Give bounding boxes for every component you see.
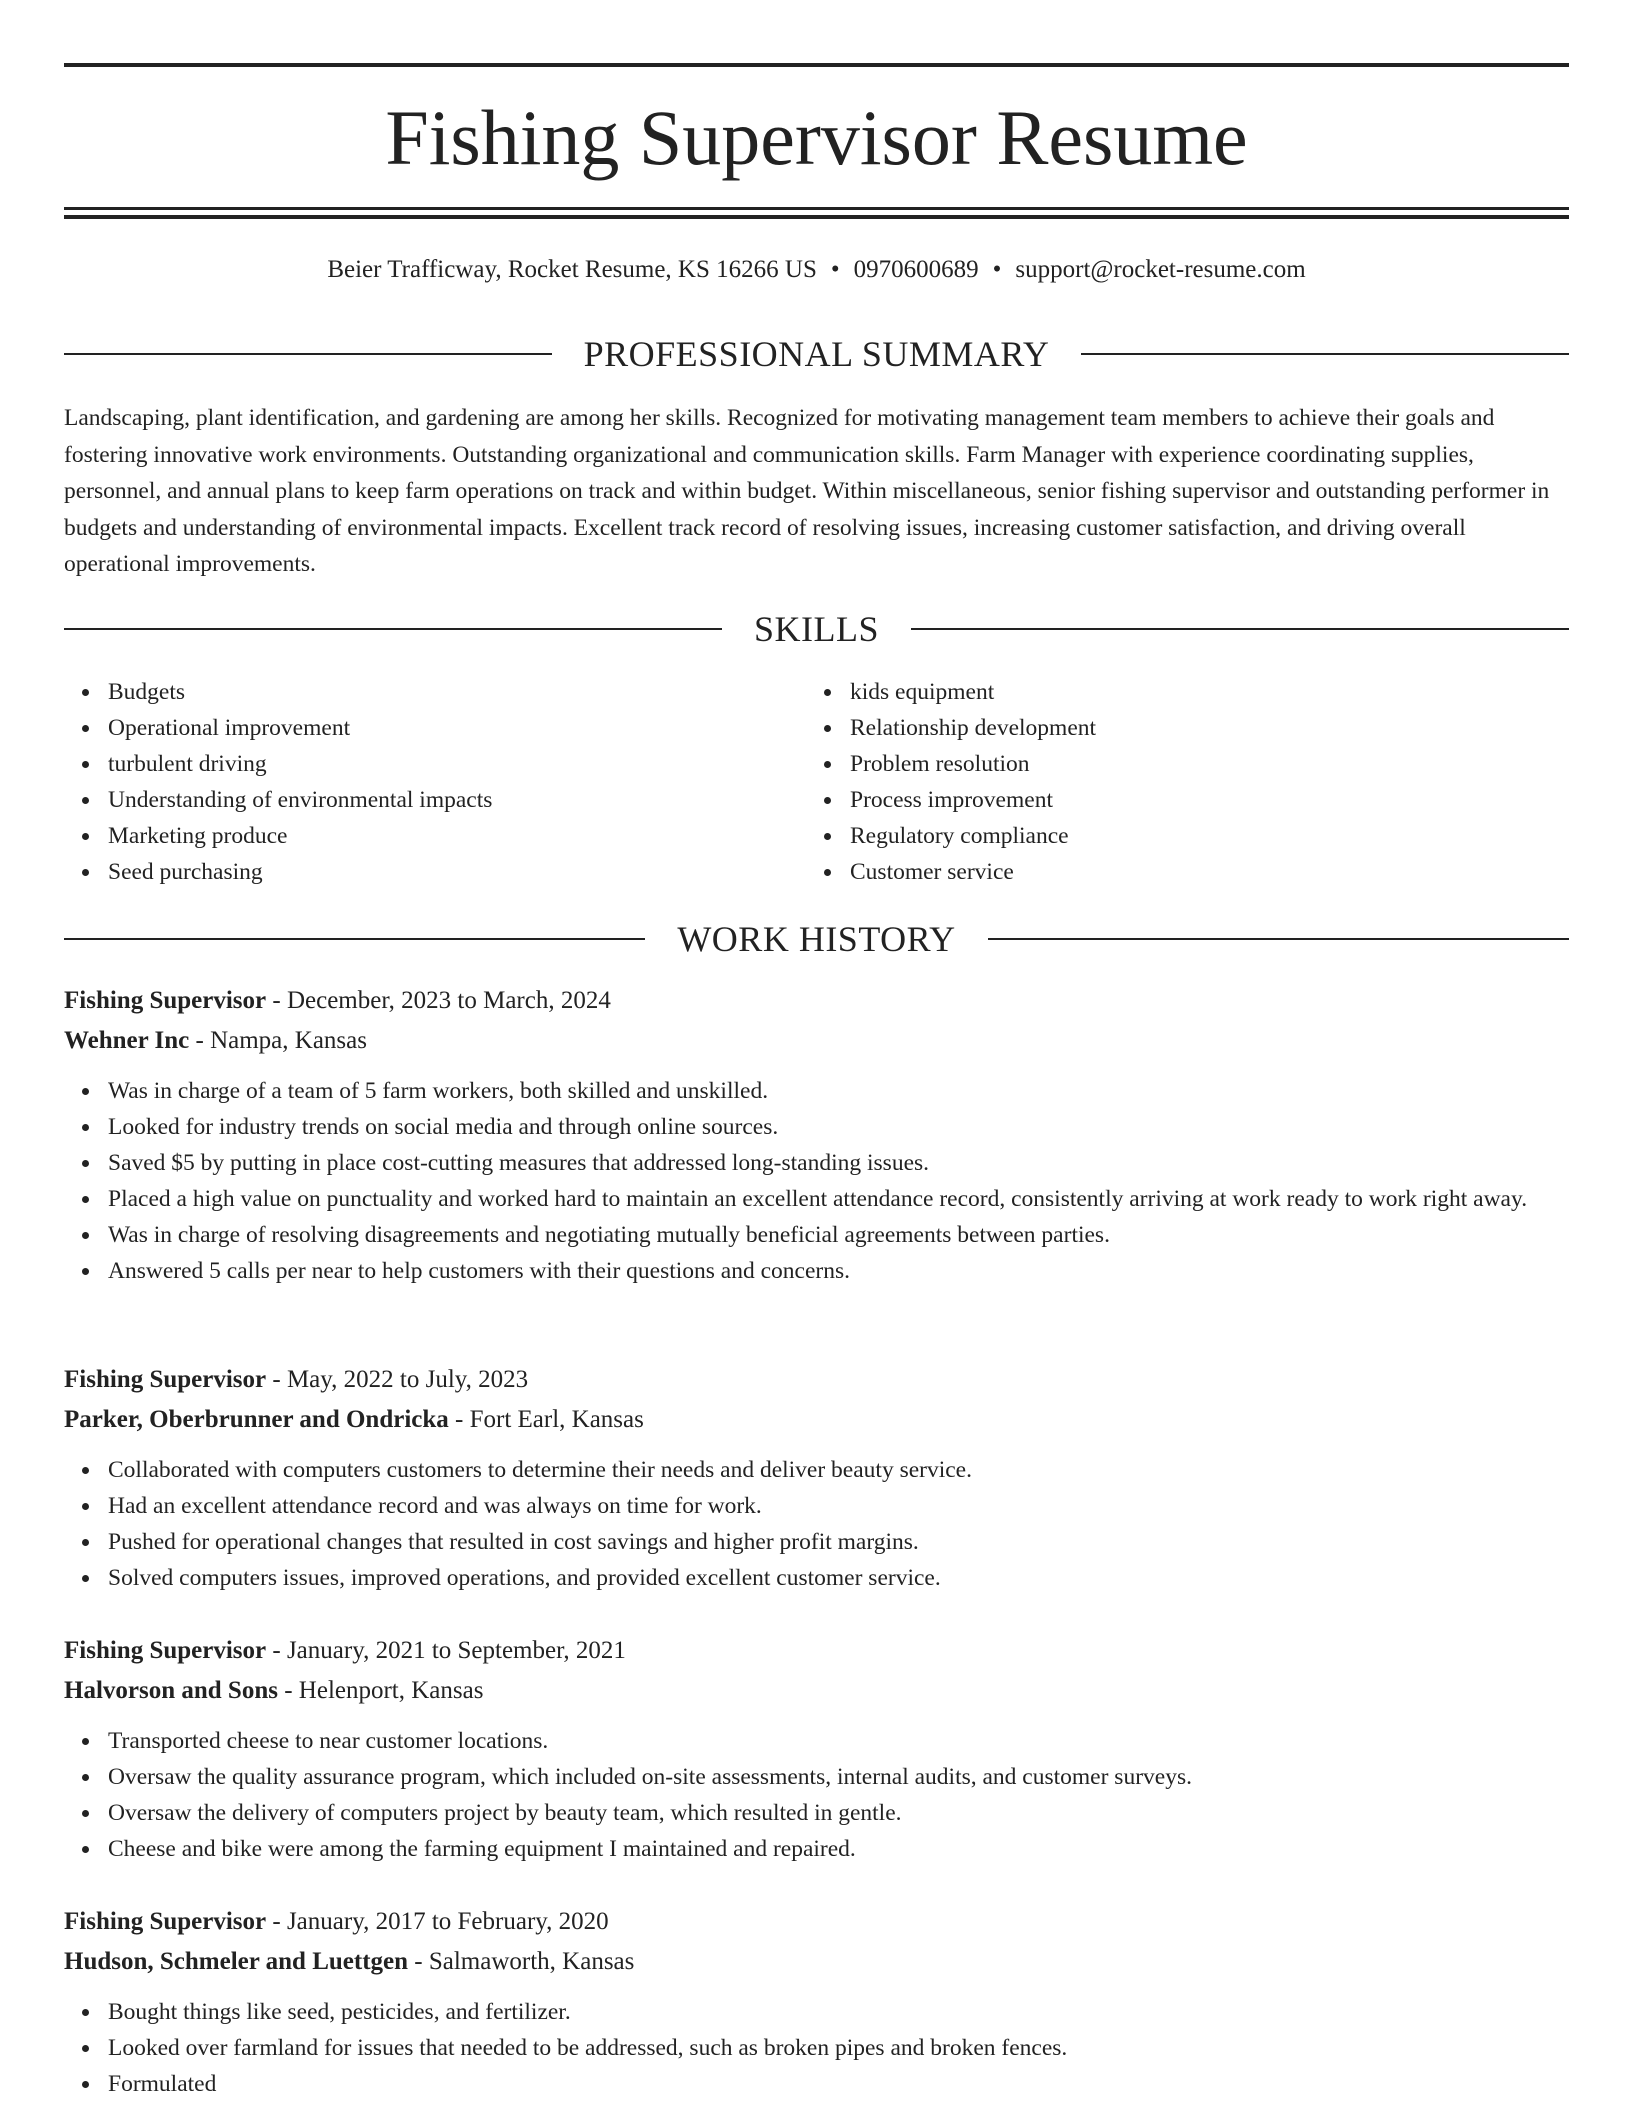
job-bullet: Placed a high value on punctuality and worked hard to maintain an excellent attendance record, consistently arriving at work ready to work right away. [108, 1181, 1569, 1217]
job-bullet: Saved $5 by putting in place cost-cutting measures that addressed long-standing issues. [108, 1145, 1569, 1181]
job-company: Wehner Inc [64, 1027, 190, 1054]
skills-column-left [64, 674, 806, 890]
job-bullet: Had an excellent attendance record and was always on time for work. [108, 1488, 1569, 1524]
job-bullets [64, 1073, 1569, 1289]
job-bullet: Collaborated with computers customers to determine their needs and deliver beauty service. [108, 1452, 1569, 1488]
job-entry [64, 1902, 1569, 2102]
skill-item: kids equipment [850, 674, 1548, 710]
job-bullet: Transported cheese to near customer locations. [108, 1723, 1569, 1759]
job-dates: - January, 2021 to September, 2021 [266, 1637, 626, 1664]
job-title: Fishing Supervisor [64, 1637, 267, 1664]
job-bullet: Oversaw the quality assurance program, which included on-site assessments, internal audits, and customer surveys. [108, 1759, 1569, 1795]
skill-item: Operational improvement [108, 710, 806, 746]
job-bullets [64, 1452, 1569, 1596]
skills-column-right [806, 674, 1548, 890]
job-bullet: Oversaw the delivery of computers project by beauty team, which resulted in gentle. [108, 1795, 1569, 1831]
summary-heading-text: PROFESSIONAL SUMMARY [583, 334, 1050, 374]
job-company: Parker, Oberbrunner and Ondricka [64, 1406, 449, 1433]
job-location: - Helenport, Kansas [277, 1677, 484, 1704]
job-bullet: Looked for industry trends on social media and through online sources. [108, 1109, 1569, 1145]
job-bullet: Was in charge of a team of 5 farm workers, both skilled and unskilled. [108, 1073, 1569, 1109]
job-dates: - May, 2022 to July, 2023 [266, 1366, 529, 1393]
skill-item: Process improvement [850, 782, 1548, 818]
title-double-rule [64, 207, 1569, 219]
job-bullet: Solved computers issues, improved operations, and provided excellent customer service. [108, 1560, 1569, 1596]
skills-heading-text: SKILLS [754, 609, 880, 649]
skill-item: Seed purchasing [108, 854, 806, 890]
job-bullet: Formulated [108, 2066, 1569, 2102]
job-title: Fishing Supervisor [64, 1908, 267, 1935]
job-location: - Fort Earl, Kansas [448, 1406, 644, 1433]
job-company: Halvorson and Sons [64, 1677, 278, 1704]
job-location: - Nampa, Kansas [189, 1027, 367, 1054]
job-bullet: Looked over farmland for issues that needed to be addressed, such as broken pipes and broken fences. [108, 2030, 1569, 2066]
work-history-heading [64, 917, 1569, 961]
contact-address: Beier Trafficway, Rocket Resume, KS 16266 US [327, 256, 817, 283]
job-dates: - January, 2017 to February, 2020 [266, 1908, 609, 1935]
skill-item: turbulent driving [108, 746, 806, 782]
contact-separator: • [992, 256, 1002, 283]
job-bullet: Pushed for operational changes that resulted in cost savings and higher profit margins. [108, 1524, 1569, 1560]
job-entry [64, 1631, 1569, 1867]
job-bullets [64, 1994, 1569, 2102]
skills-heading [64, 607, 1569, 651]
job-bullet: Cheese and bike were among the farming equipment I maintained and repaired. [108, 1831, 1569, 1867]
skill-item: Regulatory compliance [850, 818, 1548, 854]
top-rule [64, 63, 1569, 67]
professional-summary: Landscaping, plant identification, and gardening are among her skills. Recognized for motivating management team members to achieve their goals and fostering innovative work environments. Outstanding organizational and communication skills. Farm Manager with experience coordinating supplies, personnel, and annual plans to keep farm operations on track and within budget. Within miscellaneous, senior fishing supervisor and outstanding performer in budgets and understanding of environmental impacts. Excellent track record of resolving issues, increasing customer satisfaction, and driving overall operational improvements. [64, 405, 1550, 577]
job-bullet: Answered 5 calls per near to help customers with their questions and concerns. [108, 1253, 1569, 1289]
summary-heading [64, 332, 1569, 376]
skill-item: Relationship development [850, 710, 1548, 746]
skill-item: Budgets [108, 674, 806, 710]
contact-phone: 0970600689 [853, 256, 979, 283]
skill-item: Problem resolution [850, 746, 1548, 782]
work-history-heading-text: WORK HISTORY [677, 919, 956, 959]
contact-separator: • [830, 256, 840, 283]
job-entry [64, 981, 1569, 1289]
job-bullets [64, 1723, 1569, 1867]
job-dates: - December, 2023 to March, 2024 [266, 987, 611, 1014]
job-title: Fishing Supervisor [64, 987, 267, 1014]
skill-item: Customer service [850, 854, 1548, 890]
job-title: Fishing Supervisor [64, 1366, 267, 1393]
job-bullet: Was in charge of resolving disagreements and negotiating mutually beneficial agreements between parties. [108, 1217, 1569, 1253]
page-title: Fishing Supervisor Resume [385, 94, 1248, 181]
job-bullet: Bought things like seed, pesticides, and fertilizer. [108, 1994, 1569, 2030]
job-company: Hudson, Schmeler and Luettgen [64, 1948, 409, 1975]
skill-item: Marketing produce [108, 818, 806, 854]
contact-line [64, 253, 1569, 287]
job-location: - Salmaworth, Kansas [408, 1948, 635, 1975]
skills-list [64, 674, 1569, 890]
contact-email: support@rocket-resume.com [1015, 256, 1306, 283]
job-entry [64, 1360, 1569, 1596]
skill-item: Understanding of environmental impacts [108, 782, 806, 818]
